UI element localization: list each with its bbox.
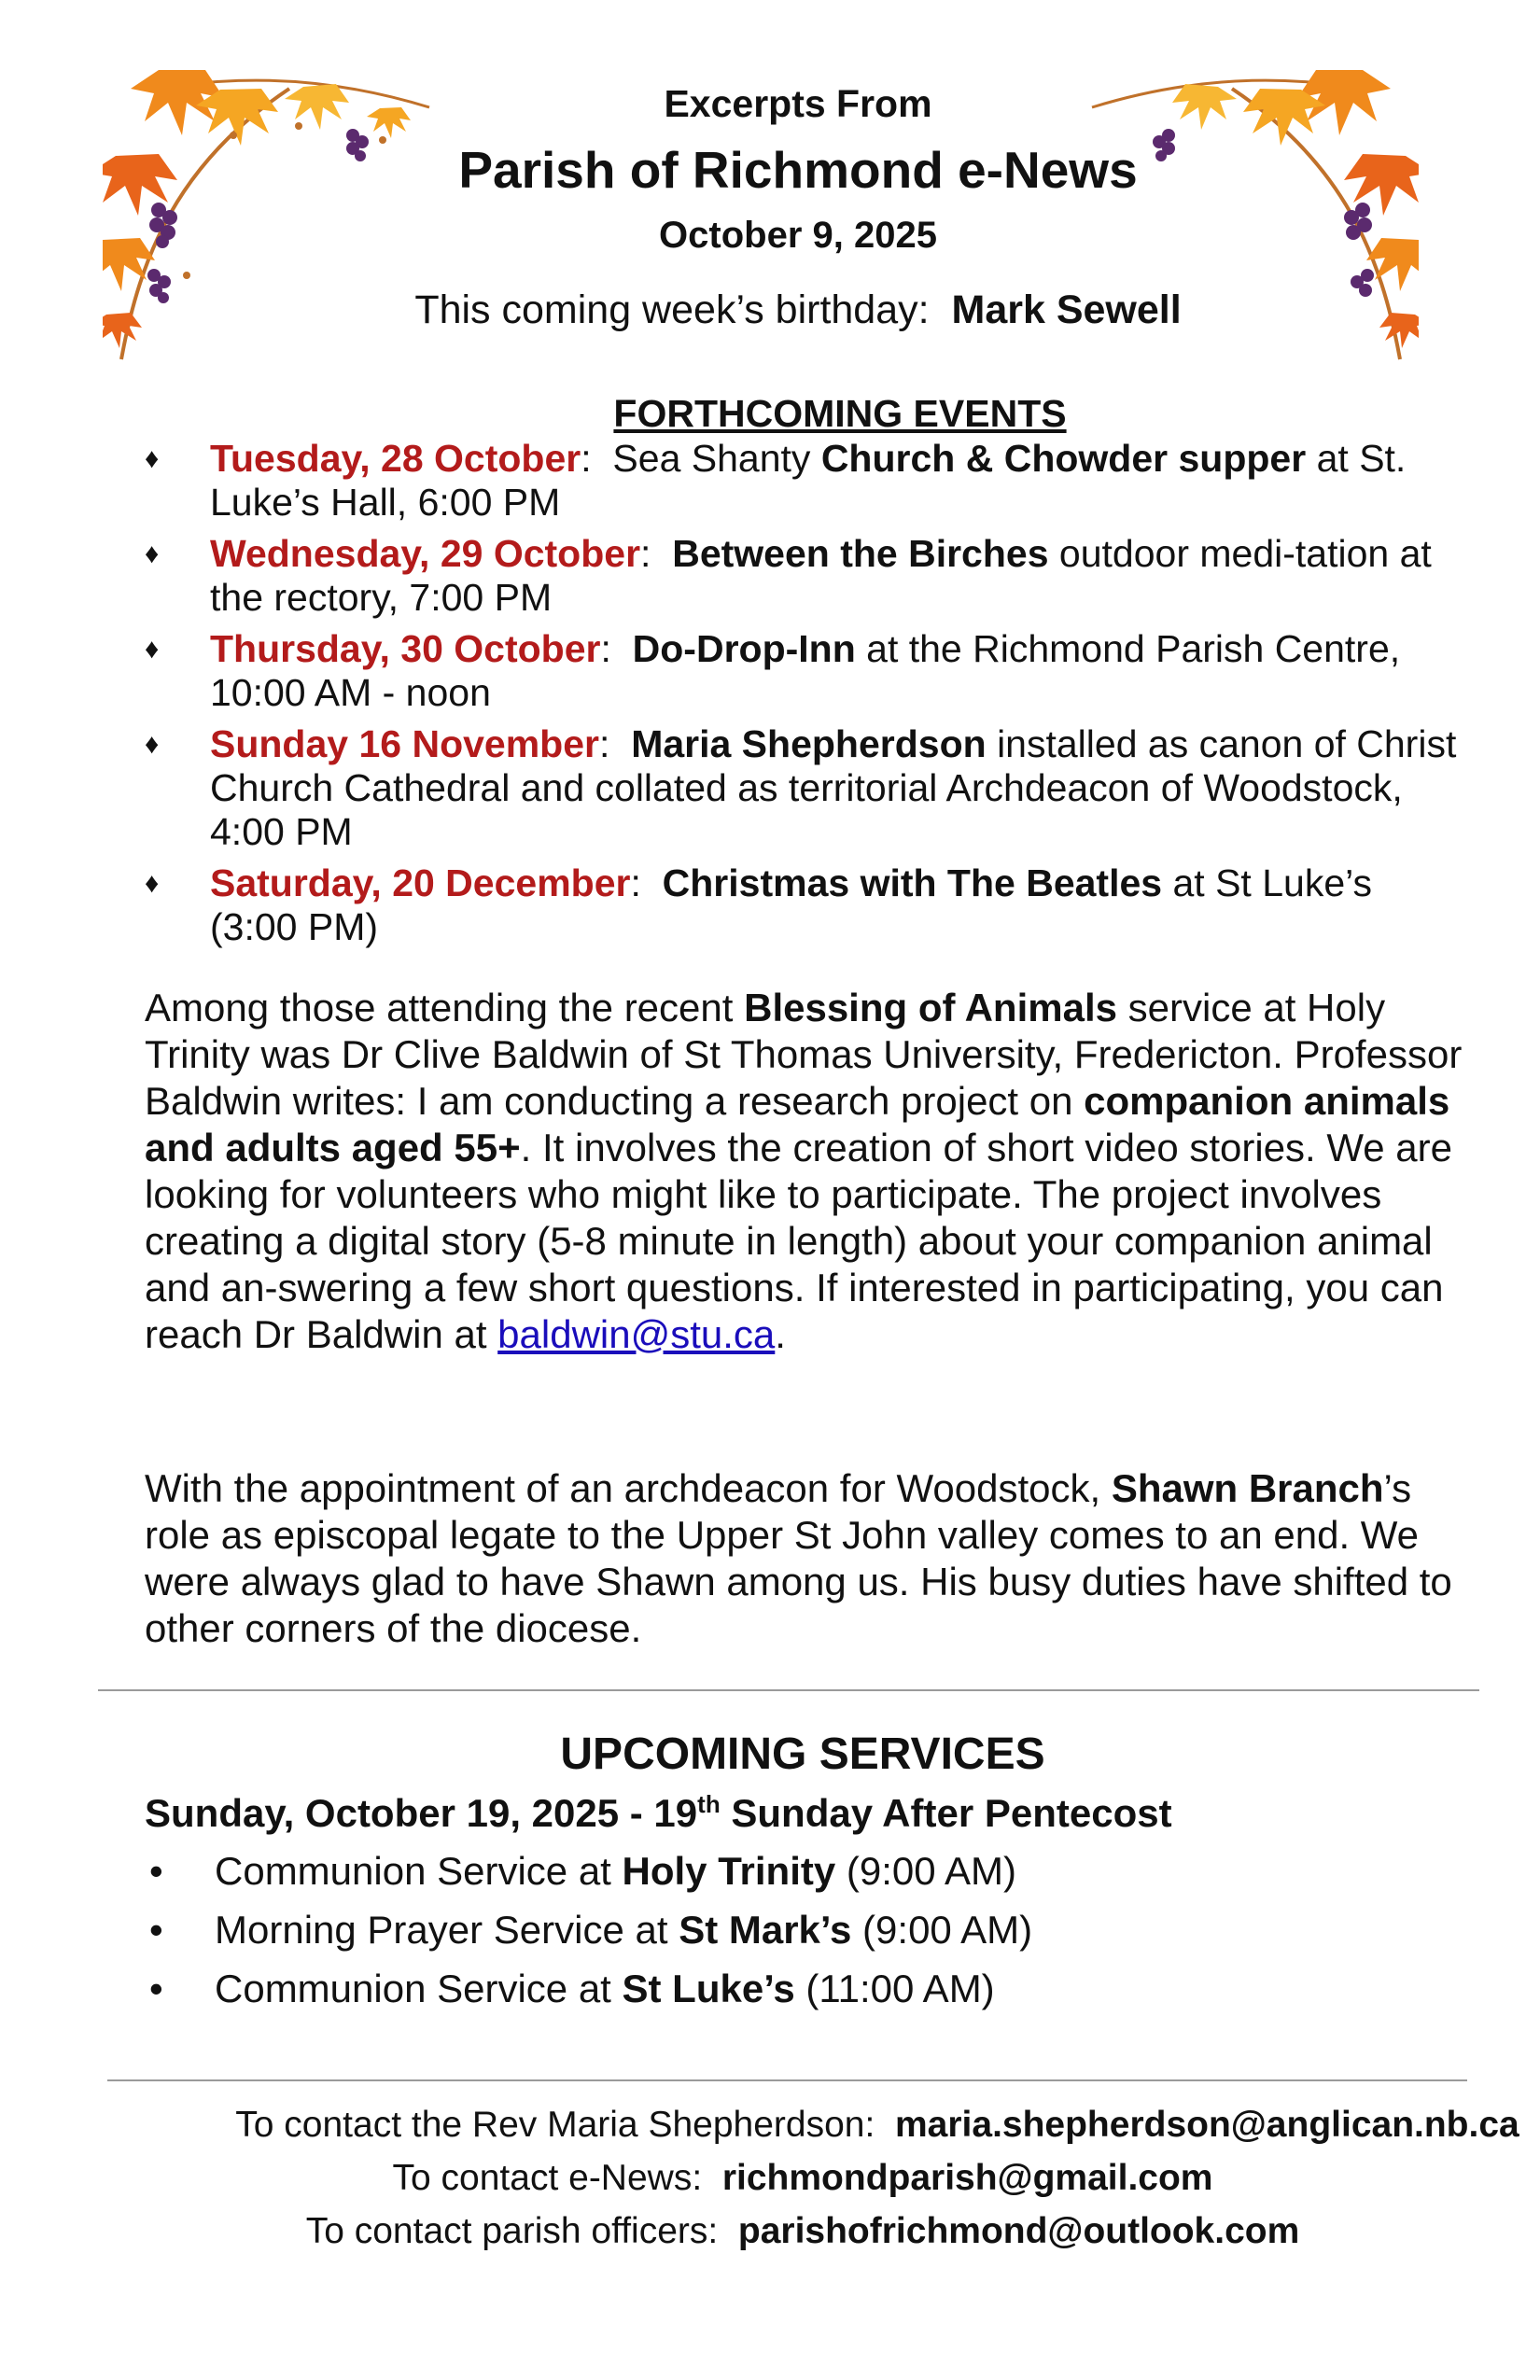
event-item: ♦ Sunday 16 November: Maria Shepherdson installed as canon of Christ Church Cathedral and collated as territorial Archdeacon of Woodstock, 4:00 PM	[145, 722, 1457, 853]
newsletter-title: Parish of Richmond e-News	[458, 141, 1138, 199]
contact-line	[0, 2158, 1540, 2199]
para-text: service at Holy Trinity was Dr Clive Baldwin of St Thomas University, Fredericton. Professor Baldwin writes: I am conducting a research project on	[145, 986, 1463, 1123]
services-list	[145, 1848, 1032, 2024]
service-church: St Mark’s	[679, 1908, 852, 1952]
event-item: ♦ Tuesday, 28 October: Sea Shanty Church & Chowder supper at St. Luke’s Hall, 6:00 PM	[145, 437, 1407, 524]
contact-email: parishofrichmond@outlook.com	[737, 2211, 1300, 2251]
service-church: St Luke’s	[622, 1967, 795, 2010]
event-item: ♦ Thursday, 30 October: Do-Drop-Inn at the Richmond Parish Centre, 10:00 AM - noon	[145, 627, 1401, 714]
para-text: . It involves the creation of short video stories. We are looking for volunteers who might like to participate. The project involves creating a digital story (5-8 minute in length) about your companion animal and an-swering a few short questions. If interested in participating, you can reach Dr Baldwin at	[145, 1126, 1453, 1356]
contact-email: richmondparish@gmail.com	[721, 2158, 1213, 2198]
event-item: ♦ Saturday, 20 December: Christmas with The Beatles at St Luke’s (3:00 PM)	[145, 861, 1372, 948]
header-excerpts: Excerpts From	[664, 82, 932, 125]
event-details: at St Luke’s (3:00 PM)	[210, 861, 1372, 948]
event-title: Church & Chowder supper	[820, 437, 1307, 480]
service-time: (9:00 AM)	[835, 1849, 1016, 1893]
para-bold: companion animals and adults aged 55+	[145, 1079, 1450, 1169]
contact-label: To contact the Rev Maria Shepherdson:	[235, 2105, 875, 2145]
event-title: Christmas with The Beatles	[662, 861, 1163, 904]
contact-line	[75, 2105, 1540, 2146]
service-time: (11:00 AM)	[794, 1967, 995, 2010]
para-text: Among those attending the recent	[145, 986, 745, 1029]
service-text: Communion Service at	[215, 1849, 623, 1893]
contact-label: To contact e-News:	[392, 2158, 703, 2198]
service-item	[145, 1848, 1032, 1907]
contact-line	[0, 2211, 1540, 2252]
section-divider	[107, 2079, 1467, 2081]
service-date-text: Sunday, October 19, 2025 - 19	[145, 1791, 698, 1835]
event-date: Saturday, 20 December	[210, 861, 631, 904]
event-details: installed as canon of Christ Church Cathedral and collated as territorial Archdeacon of Woodstock, 4:00 PM	[210, 722, 1457, 853]
event-title: Do-Drop-Inn	[632, 627, 856, 670]
event-pre: Sea Shanty	[612, 437, 811, 480]
para-text: ’s role as episcopal legate to the Upper St John valley comes to an end. We were always glad to have Shawn among us. His busy duties have shifted to other corners of the diocese.	[145, 1466, 1452, 1650]
birthday-line	[0, 287, 1540, 333]
bullet-icon: •	[149, 1908, 163, 1952]
service-date-heading	[145, 1790, 1172, 1836]
diamond-bullet-icon: ♦	[145, 634, 160, 665]
para-text: .	[775, 1312, 786, 1356]
event-details: at the Richmond Parish Centre, 10:00 AM - noon	[210, 627, 1401, 714]
section-divider	[98, 1689, 1479, 1691]
service-text: Communion Service at	[215, 1967, 623, 2010]
para-text: With the appointment of an archdeacon for Woodstock,	[145, 1466, 1112, 1510]
service-text: Morning Prayer Service at	[215, 1908, 679, 1952]
event-title: Between the Birches	[672, 532, 1049, 575]
event-item: ♦ Wednesday, 29 October: Between the Birches outdoor medi-tation at the rectory, 7:00 PM	[145, 532, 1432, 619]
service-date-text: Sunday After Pentecost	[720, 1791, 1172, 1835]
contact-label: To contact parish officers:	[305, 2211, 719, 2251]
event-date: Thursday, 30 October	[210, 627, 601, 670]
event-title: Maria Shepherdson	[631, 722, 987, 765]
event-details: at St. Luke’s Hall, 6:00 PM	[210, 437, 1407, 524]
birthday-name: Mark Sewell	[951, 287, 1182, 332]
contact-email: maria.shepherdson@anglican.nb.ca	[895, 2105, 1519, 2145]
email-link[interactable]: baldwin@stu.ca	[497, 1312, 776, 1356]
service-item	[145, 1907, 1032, 1966]
event-date: Sunday 16 November	[210, 722, 599, 765]
birthday-label: This coming week’s birthday:	[414, 287, 930, 332]
diamond-bullet-icon: ♦	[145, 443, 160, 474]
ordinal-suffix: th	[697, 1790, 721, 1818]
service-item	[145, 1966, 1032, 2024]
event-date: Wednesday, 29 October	[210, 532, 641, 575]
blessing-of-animals-paragraph	[145, 985, 1470, 1358]
service-church: Holy Trinity	[622, 1849, 836, 1893]
services-heading: UPCOMING SERVICES	[560, 1729, 1045, 1779]
diamond-bullet-icon: ♦	[145, 729, 160, 760]
events-heading: FORTHCOMING EVENTS	[613, 392, 1067, 435]
bullet-icon: •	[149, 1967, 163, 2010]
event-date: Tuesday, 28 October	[210, 437, 581, 480]
service-time: (9:00 AM)	[851, 1908, 1033, 1952]
newsletter-date: October 9, 2025	[659, 215, 937, 256]
para-bold: Shawn Branch	[1111, 1466, 1384, 1510]
para-bold: Blessing of Animals	[744, 986, 1117, 1029]
diamond-bullet-icon: ♦	[145, 539, 160, 569]
event-details: outdoor medi-tation at the rectory, 7:00 PM	[210, 532, 1432, 619]
bullet-icon: •	[149, 1849, 163, 1893]
archdeacon-paragraph	[145, 1465, 1470, 1652]
diamond-bullet-icon: ♦	[145, 868, 160, 899]
events-list	[140, 437, 1465, 957]
